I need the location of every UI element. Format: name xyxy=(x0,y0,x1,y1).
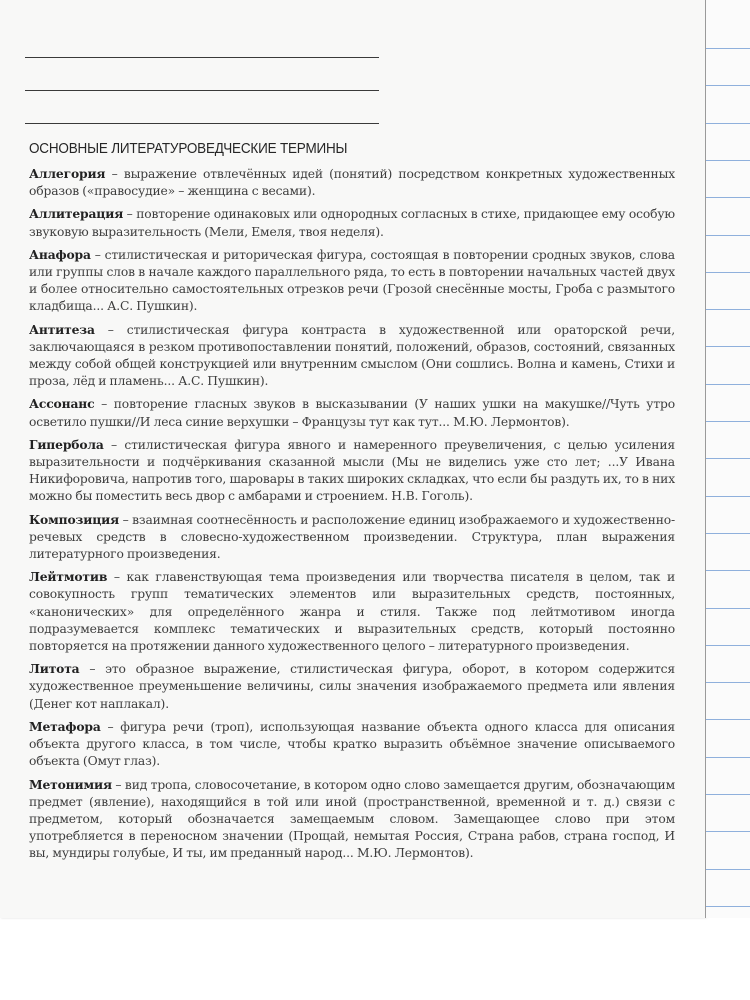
notebook-rule-line xyxy=(706,346,750,347)
term-name: Лейтмотив xyxy=(29,569,108,585)
term-entry xyxy=(29,395,675,430)
term-separator: – xyxy=(79,662,106,677)
term-definition: это образное выражение, стилистическая фигура, оборот, в котором содержится художественное преуменьшение величины, силы значения изображаемого предмета или явления (Денег кот наплакал). xyxy=(29,662,675,711)
notebook-rule-line xyxy=(706,757,750,758)
notebook-rule-line xyxy=(706,235,750,236)
term-name: Ассонанс xyxy=(29,396,95,412)
notebook-rule-line xyxy=(706,197,750,198)
blank-writing-line xyxy=(25,123,379,124)
term-definition: стилистическая фигура явного и намеренного преувеличения, с целью усиления выразительности и подчёркивания сказанной мысли (Мы не виделись уже сто лет; ...У Ивана Никифоровича, напротив того, шаровары в таких широких складках, что если бы раздуть их, то в них можно бы поместить весь двор с амбарами и строением. Н.В. Гоголь). xyxy=(29,437,675,504)
notebook-rule-line xyxy=(706,645,750,646)
notebook-rule-line xyxy=(706,48,750,49)
term-name: Анафора xyxy=(29,246,91,262)
term-separator: – xyxy=(103,437,125,452)
term-separator: – xyxy=(123,207,137,222)
blank-writing-line xyxy=(25,90,379,91)
page-title: ОСНОВНЫЕ ЛИТЕРАТУРОВЕДЧЕСКИЕ ТЕРМИНЫ xyxy=(29,141,348,157)
term-separator: – xyxy=(119,512,133,527)
blank-writing-line xyxy=(25,57,379,58)
notebook-rule-line xyxy=(706,458,750,459)
notebook-rule-line xyxy=(706,421,750,422)
term-name: Метонимия xyxy=(29,776,112,792)
term-separator: – xyxy=(107,570,127,585)
term-definition: повторение одинаковых или однородных согласных в стихе, придающее ему особую звуковую выразительность (Мели, Емеля, твоя неделя). xyxy=(29,207,675,239)
notebook-rule-line xyxy=(706,831,750,832)
term-name: Композиция xyxy=(29,511,120,527)
notebook-rule-line xyxy=(706,682,750,683)
term-entry xyxy=(29,321,675,391)
notebook-rule-line xyxy=(706,309,750,310)
notebook-rule-line xyxy=(706,608,750,609)
term-name: Антитеза xyxy=(29,321,95,337)
notebook-rule-line xyxy=(706,160,750,161)
term-definition: стилистическая фигура контраста в художественной или ораторской речи, заключающаяся в резком противопоставлении понятий, положений, образов, состояний, связанных между собой общей конструкцией или внутренним смыслом (Они сошлись. Волна и камень, Стихи и проза, лёд и пламень... А.С. Пушкин). xyxy=(29,322,675,389)
terms-list xyxy=(29,165,675,863)
term-name: Аллегория xyxy=(29,166,106,181)
term-separator: – xyxy=(100,719,121,734)
term-definition: как главенствующая тема произведения или творчества писателя в целом, так и совокупность групп тематических элементов или выразительных средств, постоянных, «канонических» для определённого жанра и стиля. Также под лейтмотивом иногда подразумевается комплекс тематических и выразительных средств, который постоянно повторяется на протяжении данного художественного целого – литературного произведения. xyxy=(29,570,675,654)
term-entry xyxy=(29,568,675,655)
term-entry xyxy=(29,205,675,240)
term-separator: – xyxy=(90,247,105,262)
term-entry xyxy=(29,511,675,564)
notebook-rule-line xyxy=(706,533,750,534)
term-separator: – xyxy=(111,777,125,792)
term-definition: фигура речи (троп), использующая название объекта одного класса для описания объекта другого класса, в том числе, чтобы кратко выразить объёмное значение описываемого объекта (Омут глаз). xyxy=(29,719,675,769)
term-definition: вид тропа, словосочетание, в котором одно слово замещается другим, обозначающим предмет (явление), находящийся в той или иной (пространственной, временной и т. д.) связи с предметом, который обозначается замещаемым словом. Замещающее слово при этом употребляется в переносном значении (Прощай, немытая Россия, Страна рабов, страна господ, И вы, мундиры голубые, И ты, им преданный народ... М.Ю. Лермонтов). xyxy=(29,777,675,861)
notebook-ruled-edge xyxy=(706,0,750,918)
term-definition: стилистическая и риторическая фигура, состоящая в повторении сродных звуков, слова или группы слов в начале каждого параллельного ряда, то есть в повторении начальных частей двух и более относительно самостоятельных отрезков речи (Грозой снесённые мосты, Гроба с размытого кладбища... А.С. Пушкин). xyxy=(29,247,675,314)
notebook-rule-line xyxy=(706,869,750,870)
term-name: Гипербола xyxy=(29,436,104,452)
term-entry xyxy=(29,660,675,713)
notebook-rule-line xyxy=(706,794,750,795)
notebook-rule-line xyxy=(706,272,750,273)
notebook-rule-line xyxy=(706,496,750,497)
term-separator: – xyxy=(105,167,124,181)
term-name: Аллитерация xyxy=(29,206,124,222)
term-entry xyxy=(29,246,675,316)
term-separator: – xyxy=(94,322,127,337)
term-definition: взаимная соотнесённость и расположение единиц изображаемого и художественно-речевых средств в словесно-художественном произведении. Структура, план выражения литературного произведения. xyxy=(29,512,675,562)
term-entry xyxy=(29,436,675,506)
page-content xyxy=(29,141,675,868)
term-entry xyxy=(29,776,675,863)
notebook-rule-line xyxy=(706,384,750,385)
term-name: Литота xyxy=(29,661,80,677)
term-definition: повторение гласных звуков в высказывании (У наших ушки на макушке//Чуть утро осветило пушки//И леса синие верхушки – Французы тут как тут... М.Ю. Лермонтов). xyxy=(29,397,675,429)
notebook-rule-line xyxy=(706,906,750,907)
term-name: Метафора xyxy=(29,718,101,734)
term-separator: – xyxy=(94,397,114,412)
term-entry xyxy=(29,718,675,771)
notebook-rule-line xyxy=(706,123,750,124)
notebook-rule-line xyxy=(706,570,750,571)
notebook-rule-line xyxy=(706,85,750,86)
term-entry xyxy=(29,165,675,200)
term-definition: выражение отвлечённых идей (понятий) посредством конкретных художественных образов («правосудие» – женщина с весами). xyxy=(29,167,675,199)
notebook-rule-line xyxy=(706,719,750,720)
